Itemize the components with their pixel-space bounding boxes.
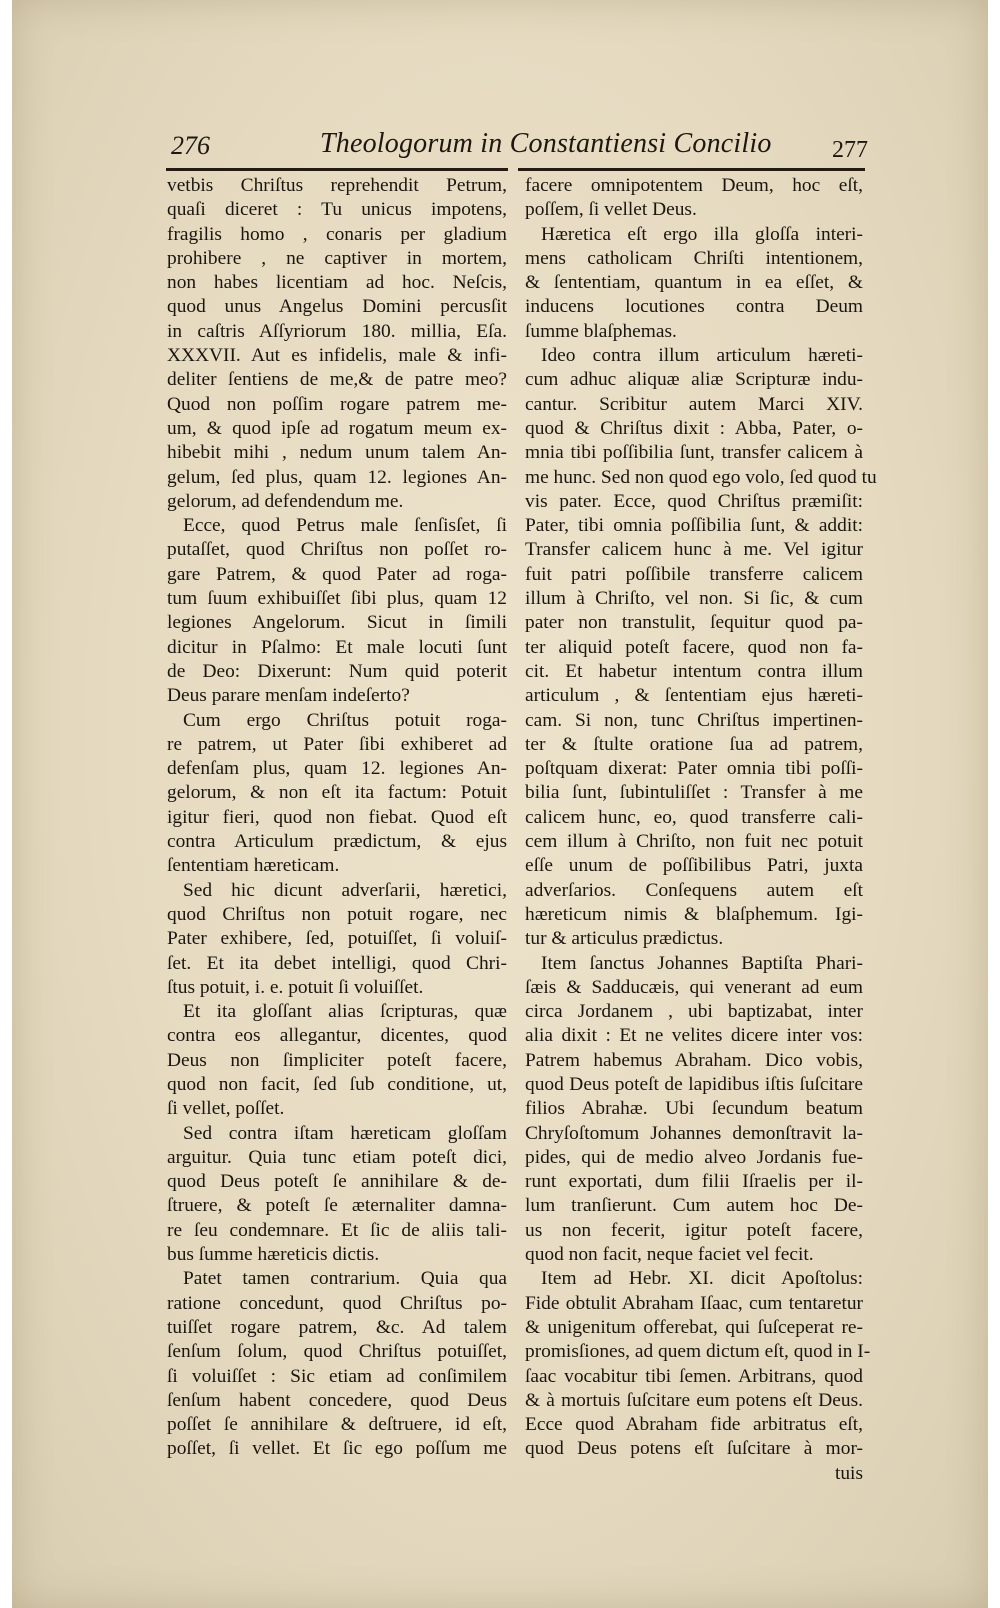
text-line: um, & quod ipſe ad rogatum meum ex- xyxy=(167,417,507,439)
text-line: pater non transtulit, ſequitur quod pa- xyxy=(525,612,863,634)
text-line: poſſem, ſi vellet Deus. xyxy=(525,199,697,221)
text-line: arguitur. Quia tunc etiam poteſt dici, xyxy=(167,1146,507,1168)
text-line: cit. Et habetur intentum contra illum xyxy=(525,660,863,682)
text-line: Pater, tibi omnia poſſibilia ſunt, & addit: xyxy=(525,515,863,537)
text-line: & ſententiam, quantum in ea eſſet, & xyxy=(525,272,863,294)
text-line: Pater exhibere, ſed, potuiſſet, ſi voluiſ- xyxy=(167,928,507,950)
text-line: Patrem habemus Abraham. Dico vobis, xyxy=(525,1049,863,1071)
text-line: bilia ſunt, ſubintuliſſet : Transfer à me xyxy=(525,782,863,804)
text-line: ter & ſtulte oratione ſua ad patrem, xyxy=(525,733,863,755)
text-line: us non fecerit, igitur poteſt facere, xyxy=(525,1219,863,1241)
text-line: ratione concedunt, quod Chriſtus po- xyxy=(167,1292,507,1314)
text-line: quod non facit, ſed ſub conditione, ut, xyxy=(167,1073,507,1095)
text-line: cantur. Scribitur autem Marci XIV. xyxy=(525,393,863,415)
text-line: Patet tamen contrarium. Quia qua xyxy=(183,1268,507,1290)
header-rule-left xyxy=(166,168,508,171)
text-line: tuis xyxy=(834,1462,863,1484)
text-line: ſi voluiſſet : Sic etiam ad conſimilem xyxy=(167,1365,507,1387)
text-line: cam. Si non, tunc Chriſtus impertinen- xyxy=(525,709,863,731)
text-line: poſtquam dixerat: Pater omnia tibi poſſi- xyxy=(525,758,863,780)
text-line: quod Chriſtus non potuit rogare, nec xyxy=(167,903,507,925)
text-line: quod unus Angelus Domini percusſit xyxy=(167,296,507,318)
text-line: filios Abrahæ. Ubi ſecundum beatum xyxy=(525,1098,863,1120)
text-line: ſæis & Sadducæis, qui venerant ad eum xyxy=(525,976,863,998)
text-line: in caſtris Aſſyriorum 180. millia, Eſa. xyxy=(167,320,507,342)
text-line: vis pater. Ecce, quod Chriſtus præmiſit: xyxy=(525,490,863,512)
text-line: cem illum à Chriſto, non fuit nec potuit xyxy=(525,831,863,853)
text-line: ſenſum habent concedere, quod Deus xyxy=(167,1389,507,1411)
text-line: Sed contra iſtam hæreticam gloſſam xyxy=(183,1122,507,1144)
text-line: tum ſuum exhibuiſſet ſibi plus, quam 12 xyxy=(167,588,507,610)
text-line: Item ſanctus Johannes Baptiſta Phari- xyxy=(541,952,863,974)
text-line: Ideo contra illum articulum hæreti- xyxy=(541,345,863,367)
page-number-left: 276 xyxy=(171,131,210,160)
text-line: tur & articulus prædictus. xyxy=(525,928,724,950)
text-line: lum tranſierunt. Cum autem hoc De- xyxy=(525,1195,863,1217)
text-line: fuit patri poſſibile transferre calicem xyxy=(525,563,863,585)
text-line: poſſet, ſi vellet. Et ſic ego poſſum me xyxy=(167,1438,507,1460)
page-number-right: 277 xyxy=(832,137,868,163)
text-line: gelorum, ad defendendum me. xyxy=(167,490,404,512)
text-line: facere omnipotentem Deum, hoc eſt, xyxy=(525,175,863,196)
text-line: Ecce quod Abraham fide arbitratus eſt, xyxy=(525,1414,863,1436)
text-line: prohibere , ne captiver in mortem, xyxy=(167,247,507,269)
text-line: mens catholicam Chriſti intentionem, xyxy=(525,247,863,269)
text-line: hæreticum nimis & blaſphemum. Igi- xyxy=(525,903,863,925)
text-line: non habes licentiam ad hoc. Neſcis, xyxy=(167,272,507,294)
text-line: quod non facit, neque faciet vel fecit. xyxy=(525,1244,814,1266)
text-line: deliter ſentiens de me,& de patre meo? xyxy=(167,369,507,391)
text-line: Transfer calicem hunc à me. Vel igitur xyxy=(525,539,863,561)
text-line: re patrem, ut Pater ſibi exhiberet ad xyxy=(167,733,507,755)
text-line: Et ita gloſſant alias ſcripturas, quæ xyxy=(183,1001,507,1023)
text-line: re ſeu condemnare. Et ſic de aliis tali- xyxy=(167,1219,507,1241)
text-line: eſſe unum de poſſibilibus Patri, juxta xyxy=(525,855,863,877)
text-line: Sed hic dicunt adverſarii, hæretici, xyxy=(183,879,507,901)
text-line: me hunc. Sed non quod ego volo, ſed quod tu xyxy=(525,466,877,488)
text-line: inducens locutiones contra Deum xyxy=(525,296,863,318)
text-line: legiones Angelorum. Sicut in ſimili xyxy=(167,612,507,634)
text-line: gelum, ſed plus, quam 12. legiones An- xyxy=(167,466,507,488)
text-line: ſet. Et ita debet intelligi, quod Chri- xyxy=(167,952,507,974)
text-line: calicem hunc, eo, quod transferre cali- xyxy=(525,806,863,828)
text-line: alia dixit : Et ne velites dicere inter vos: xyxy=(525,1025,863,1047)
text-line: de Deo: Dixerunt: Num quid poterit xyxy=(167,660,507,682)
text-line: cum adhuc aliquæ aliæ Scripturæ indu- xyxy=(525,369,863,391)
text-line: & à mortuis ſuſcitare eum potens eſt Deus. xyxy=(525,1389,863,1411)
text-line: contra Articulum prædictum, & ejus xyxy=(167,831,507,853)
header-rule-right xyxy=(518,168,865,171)
text-line: bus ſumme hæreticis dictis. xyxy=(167,1244,380,1266)
text-line: quod Deus poteſt de lapidibus iſtis ſuſcitare xyxy=(525,1073,863,1095)
text-line: poſſet ſe annihilare & deſtruere, id eſt, xyxy=(167,1414,507,1436)
text-line: putaſſet, quod Chriſtus non poſſet ro- xyxy=(167,539,507,561)
text-line: fragilis homo , conaris per gladium xyxy=(167,223,507,245)
text-line: dicitur in Pſalmo: Et male locuti ſunt xyxy=(167,636,507,658)
text-line: Chryſoſtomum Johannes demonſtravit la- xyxy=(525,1122,863,1144)
text-line: ſaac vocabitur tibi ſemen. Arbitrans, quod xyxy=(525,1365,863,1387)
text-line: quod & Chriſtus dixit : Abba, Pater, o- xyxy=(525,417,863,439)
text-line: vetbis Chriſtus reprehendit Petrum, xyxy=(167,175,507,196)
text-line: XXXVII. Aut es infidelis, male & infi- xyxy=(167,345,507,367)
text-line: ſententiam hæreticam. xyxy=(167,855,340,877)
left-text-column xyxy=(167,174,507,1462)
text-line: ter aliquid poteſt facere, quod non fa- xyxy=(525,636,863,658)
text-line: ſi vellet, poſſet. xyxy=(167,1098,285,1120)
text-line: Item ad Hebr. XI. dicit Apoſtolus: xyxy=(541,1268,863,1290)
text-line: promisſiones, ad quem dictum eſt, quod in I- xyxy=(525,1341,871,1363)
text-line: quod Deus potens eſt ſuſcitare à mor- xyxy=(525,1438,863,1460)
text-line: Deus non ſimpliciter poteſt facere, xyxy=(167,1049,507,1071)
text-line: pides, qui de medio alveo Jordanis fue- xyxy=(525,1146,863,1168)
text-line: Quod non poſſim rogare patrem me- xyxy=(167,393,507,415)
text-line: ſenſum ſolum, quod Chriſtus potuiſſet, xyxy=(167,1341,507,1363)
text-line: articulum , & ſententiam ejus hæreti- xyxy=(525,685,863,707)
text-line: ſtus potuit, i. e. potuit ſi voluiſſet. xyxy=(167,976,424,998)
page-header xyxy=(155,128,870,168)
text-line: adverſarios. Conſequens autem eſt xyxy=(525,879,863,901)
text-line: quaſi diceret : Tu unicus impotens, xyxy=(167,199,507,221)
text-line: igitur fieri, quod non fiebat. Quod eſt xyxy=(167,806,507,828)
text-line: quod Deus poteſt ſe annihilare & de- xyxy=(167,1171,507,1193)
text-line: ſumme blaſphemas. xyxy=(525,320,677,342)
text-line: mnia tibi poſſibilia ſunt, transfer calicem à xyxy=(525,442,863,464)
text-line: Deus parare menſam indeſerto? xyxy=(167,685,410,707)
right-text-column xyxy=(525,174,877,1486)
text-line: gelorum, & non eſt ita factum: Potuit xyxy=(167,782,507,804)
running-title: Theologorum in Constantiensi Concilio xyxy=(320,128,772,159)
text-line: runt exportati, dum filii Iſraelis per il- xyxy=(525,1171,863,1193)
text-line: defenſam plus, quam 12. legiones An- xyxy=(167,758,507,780)
text-line: & unigenitum offerebat, qui ſuſceperat re- xyxy=(525,1316,863,1338)
text-line: gare Patrem, & quod Pater ad roga- xyxy=(167,563,507,585)
text-line: illum à Chriſto, vel non. Si ſic, & cum xyxy=(525,588,863,610)
text-line: Ecce, quod Petrus male ſenſisſet, ſi xyxy=(183,515,507,537)
text-line: ſtruere, & poteſt ſe æternaliter damna- xyxy=(167,1195,507,1217)
text-line: circa Jordanem , ubi baptizabat, inter xyxy=(525,1001,863,1023)
text-line: Cum ergo Chriſtus potuit roga- xyxy=(183,709,507,731)
text-line: hibebit mihi , nedum unum talem An- xyxy=(167,442,507,464)
text-line: Hæretica eſt ergo illa gloſſa interi- xyxy=(541,223,863,245)
text-line: Fide obtulit Abraham Iſaac, cum tentaretur xyxy=(525,1292,863,1314)
text-line: contra eos allegantur, dicentes, quod xyxy=(167,1025,507,1047)
text-line: tuiſſet rogare patrem, &c. Ad talem xyxy=(167,1316,507,1338)
